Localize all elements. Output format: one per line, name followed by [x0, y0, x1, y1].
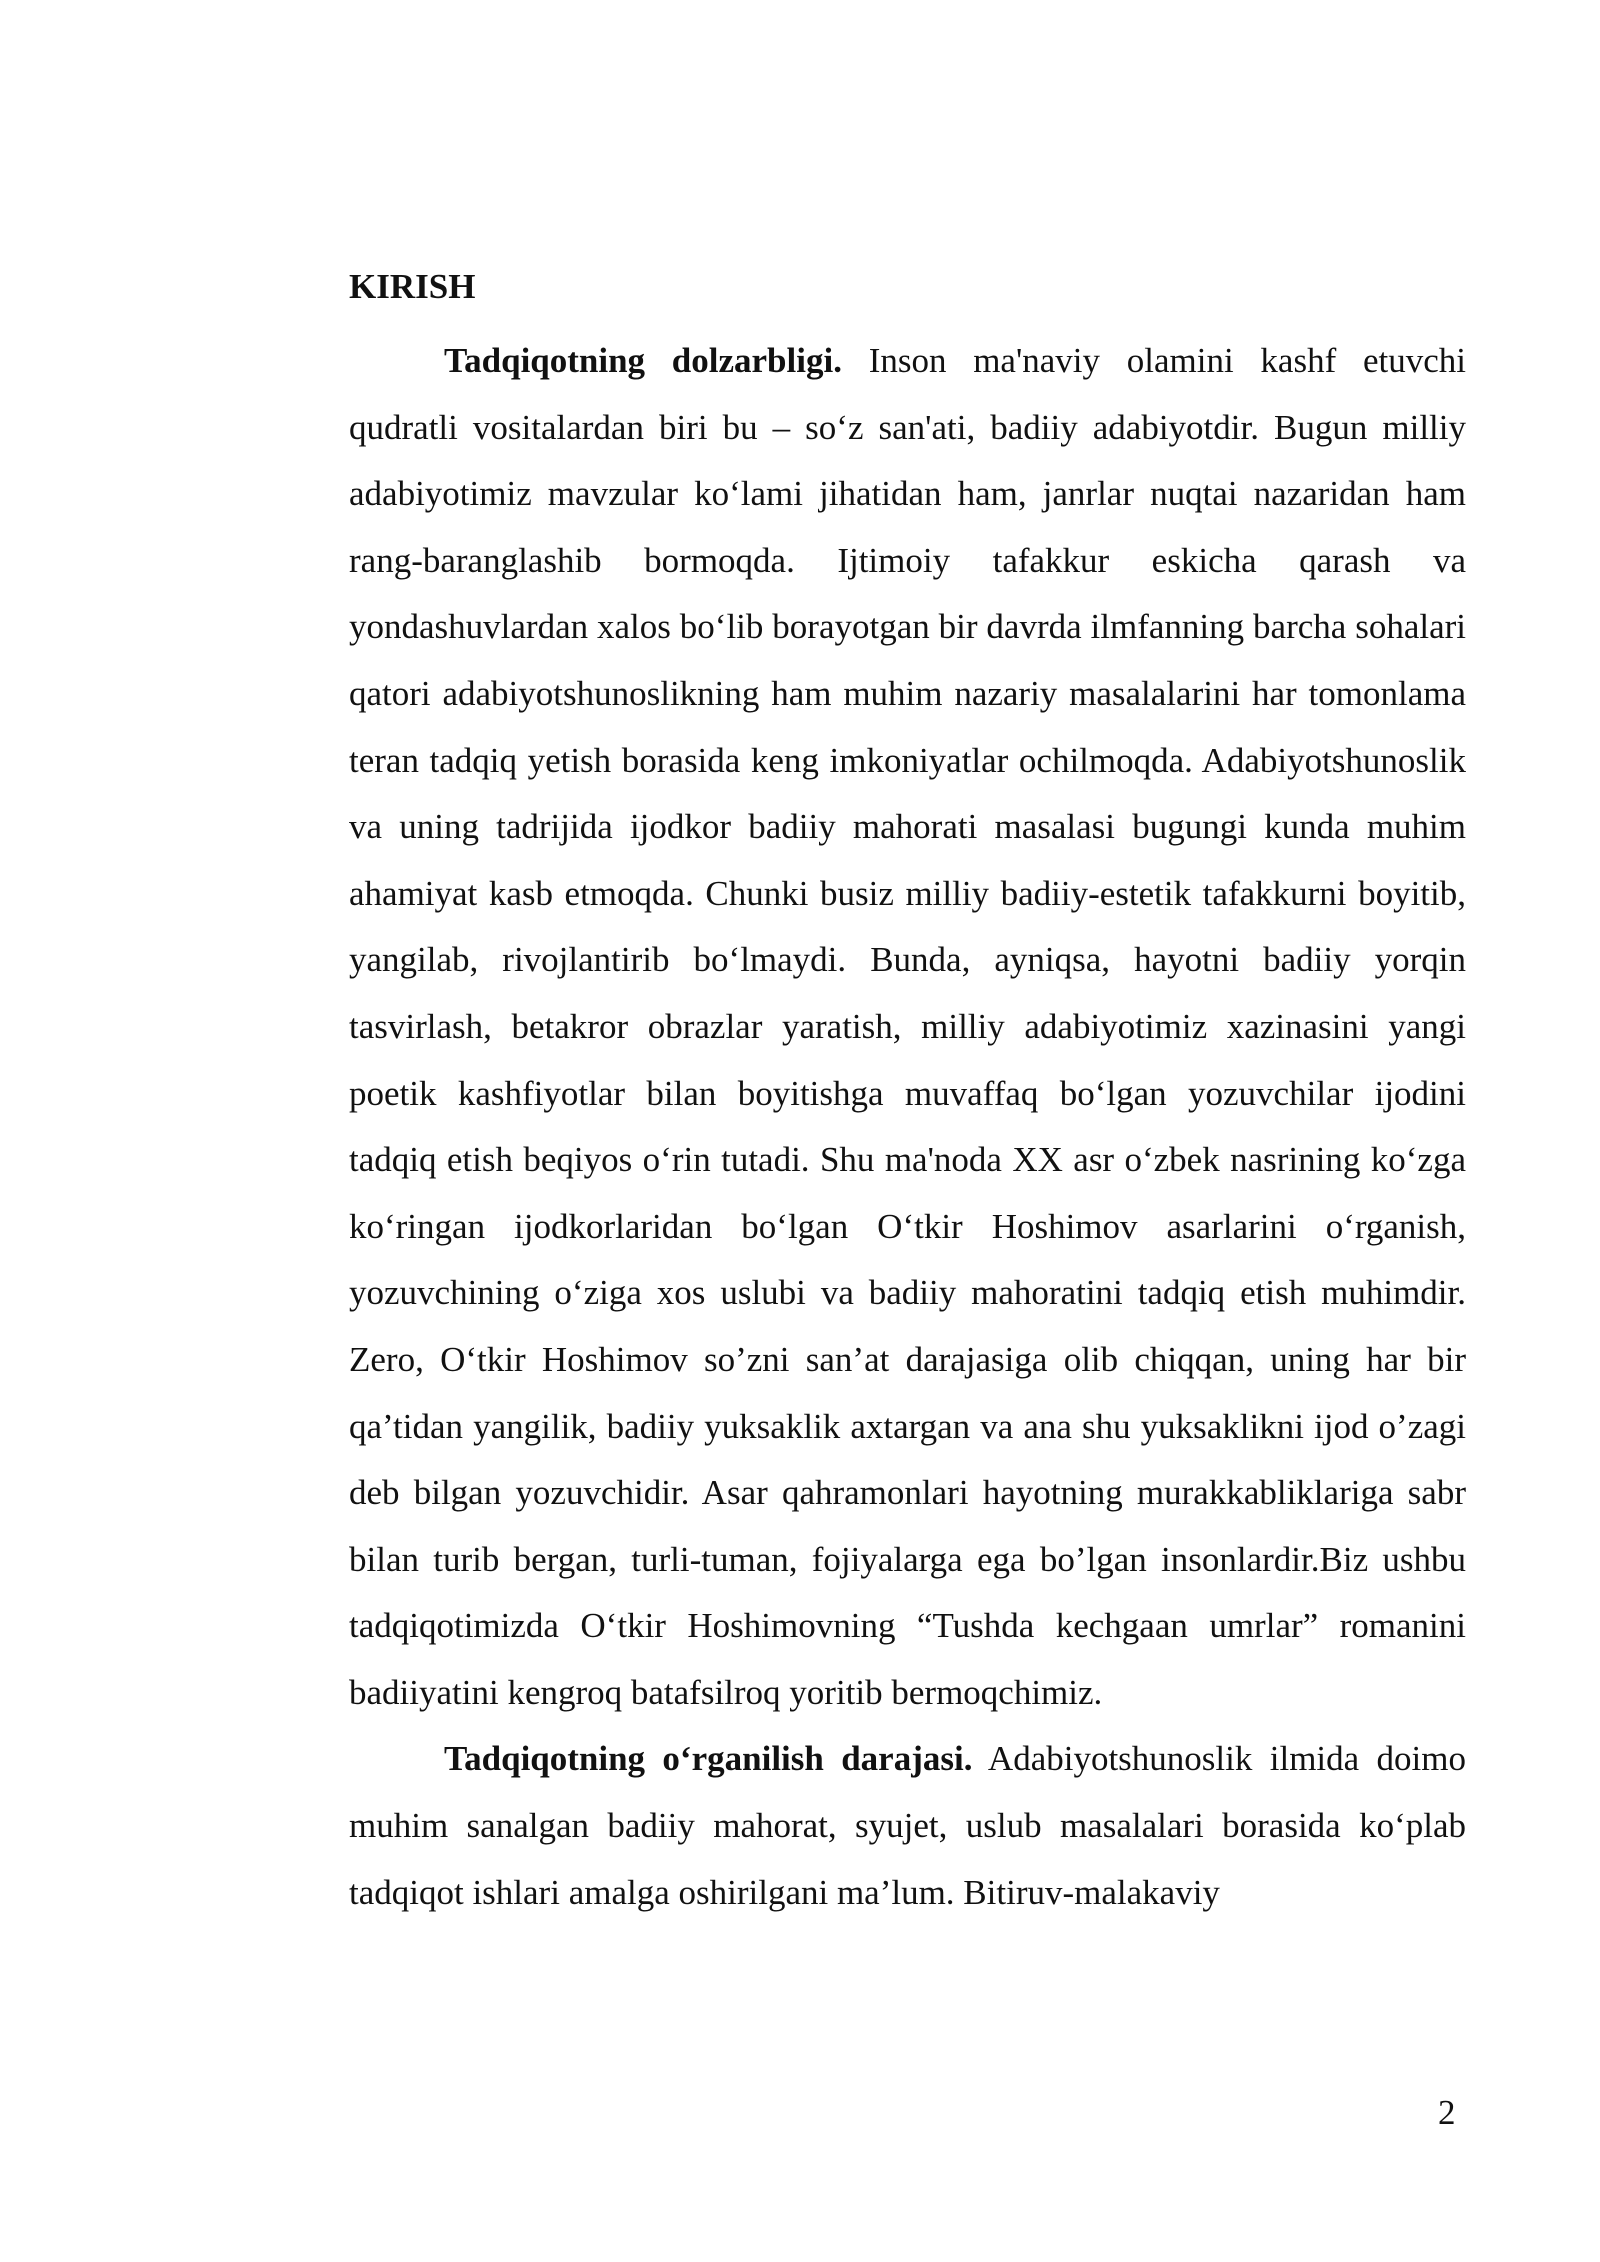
paragraph-body: Inson ma'naviy olamini kashf etuvchi qudratli vositalardan biri bu – so‘z san'ati, badiiy adabiyotdir. Bugun milliy adabiyotimiz mavzular ko‘lami jihatidan ham, janrlar nuqtai nazaridan ham rang-baranglashib bormoqda. Ijtimoiy tafakkur eskicha qarash va yondashuvlardan xalos bo‘lib borayotgan bir davrda ilmfanning barcha sohalari qatori adabiyotshunoslikning ham muhim nazariy masalalarini har tomonlama teran tadqiq yetish borasida keng imkoniyatlar ochilmoqda. Adabiyotshunoslik va uning tadrijida ijodkor badiiy mahorati masalasi bugungi kunda muhim ahamiyat kasb etmoqda. Chunki busiz milliy badiiy-estetik tafakkurni boyitib, yangilab, rivojlantirib bo‘lmaydi. Bunda, ayniqsa, hayotni badiiy yorqin tasvirlash, betakror obrazlar yaratish, milliy adabiyotimiz xazinasini yangi poetik kashfiyotlar bilan boyitishga muvaffaq bo‘lgan yozuvchilar ijodini tadqiq etish beqiyos o‘rin tutadi. Shu ma'noda XX asr o‘zbek nasrining ko‘zga ko‘ringan ijodkorlaridan bo‘lgan O‘tkir Hoshimov asarlarini o‘rganish, yozuvchining o‘ziga xos uslubi va badiiy mahoratini tadqiq etish muhimdir. Zero, O‘tkir Hoshimov so’zni san’at darajasiga olib chiqqan, uning har bir qa’tidan yangilik, badiiy yuksaklik axtargan va ana shu yuksaklikni ijod o’zagi deb bilgan yozuvchidir. Asar qahramonlari hayotning murakkabliklariga sabr bilan turib bergan, turli-tuman, fojiyalarga ega bo’lgan insonlardir.Biz ushbu tadqiqotimizda O‘tkir Hoshimovning “Tushda kechgaan umrlar” romanini badiiyatini kengroq batafsilroq yoritib bermoqchimiz.	[349, 341, 1466, 1712]
document-page	[349, 262, 1466, 1926]
paragraph-study-degree	[349, 1726, 1466, 1926]
paragraph-body: Adabiyotshunoslik ilmida doimo muhim sanalgan badiiy mahorat, syujet, uslub masalalari borasida ko‘plab tadqiqot ishlari amalga oshirilgani ma’lum. Bitiruv-malakaviy	[349, 1739, 1466, 1912]
paragraph-relevance	[349, 328, 1466, 1726]
section-heading: KIRISH	[349, 267, 476, 306]
paragraph-lead: Tadqiqotning dolzarbligi.	[444, 341, 842, 380]
page-number: 2	[1438, 2093, 1456, 2132]
paragraph-lead: Tadqiqotning o‘rganilish darajasi.	[444, 1739, 973, 1779]
